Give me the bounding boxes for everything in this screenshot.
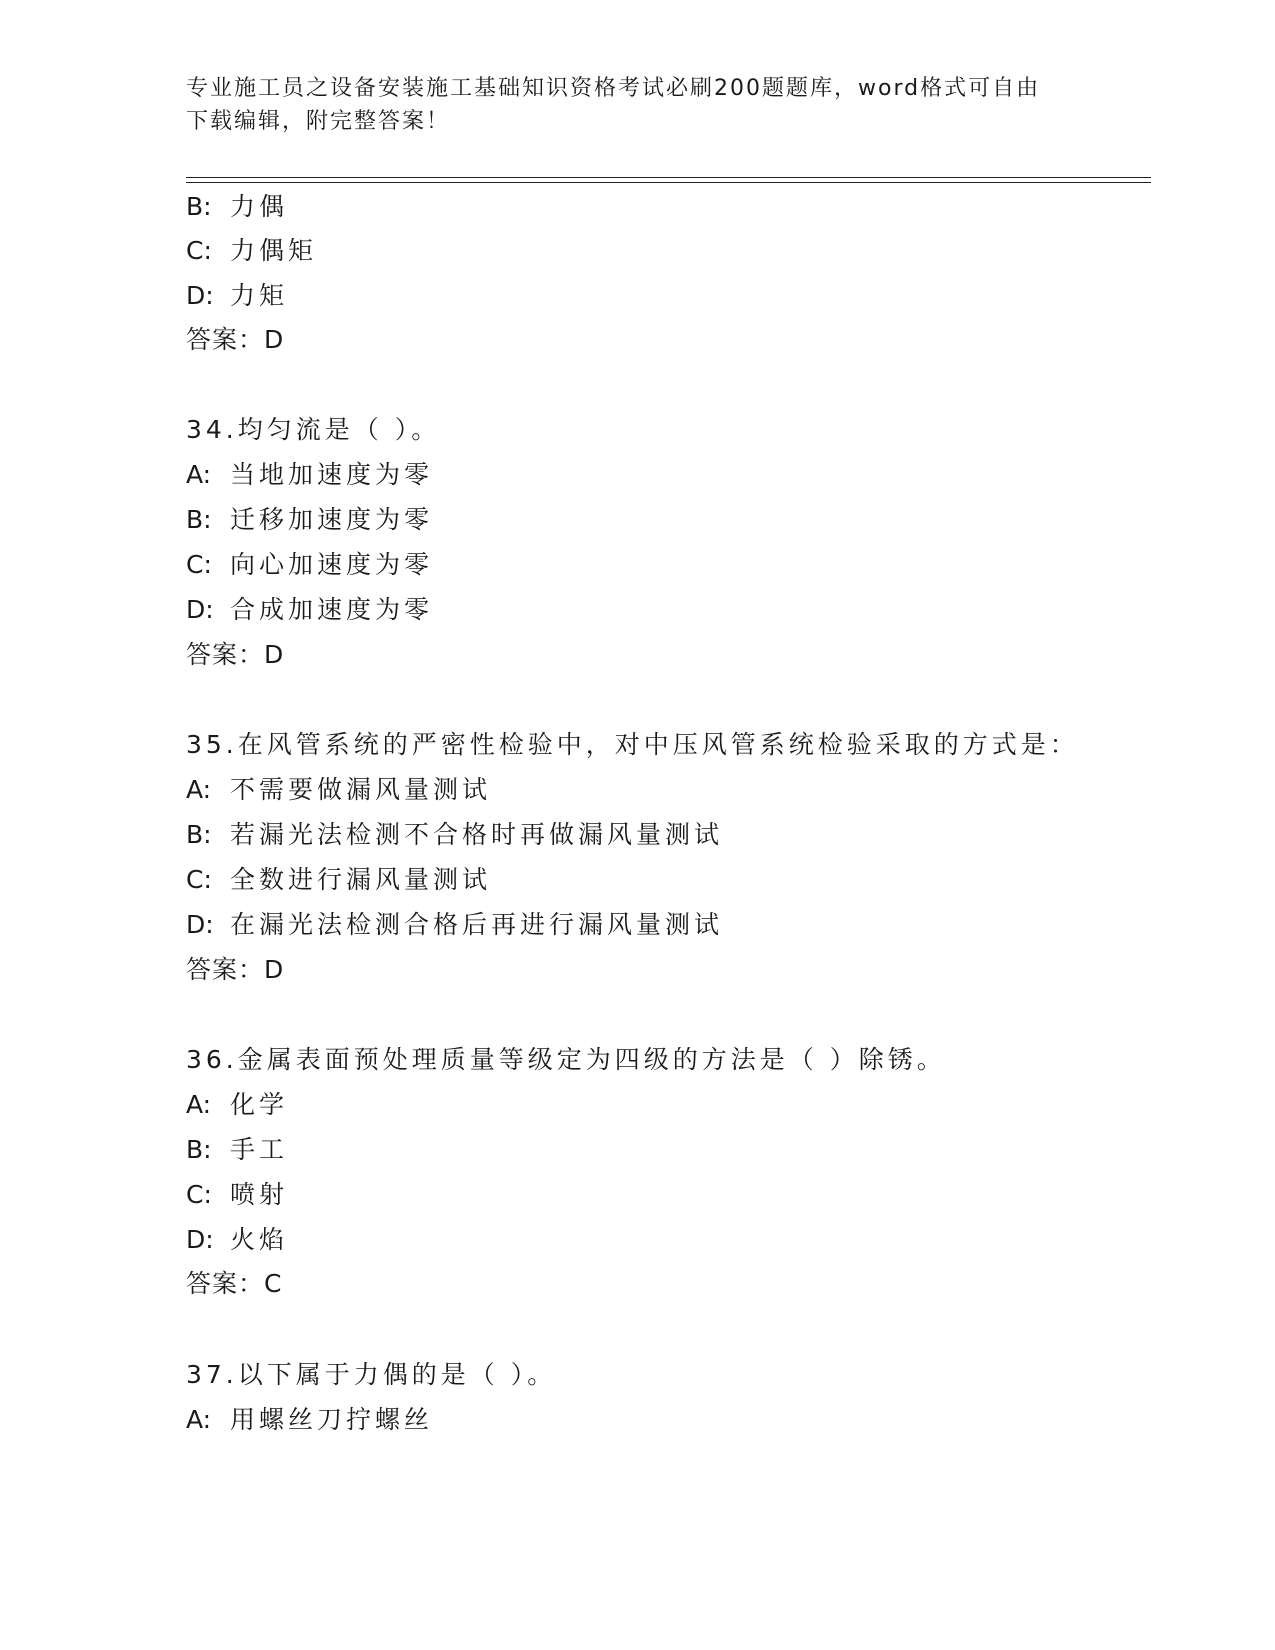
option-text: 火焰 — [230, 1225, 289, 1254]
option-label: B: — [186, 1135, 212, 1164]
option-text: 迁移加速度为零 — [230, 505, 434, 534]
option-text: 喷射 — [230, 1180, 289, 1209]
option-text: 若漏光法检测不合格时再做漏风量测试 — [230, 820, 724, 849]
q36-option-d — [186, 1223, 288, 1257]
option-label: C: — [186, 550, 212, 579]
option-label: C: — [186, 1180, 212, 1209]
option-text: 手工 — [230, 1135, 289, 1164]
option-label: B: — [186, 820, 212, 849]
q34-stem: 34.均匀流是（ ）。 — [186, 415, 441, 444]
q35-stem: 35.在风管系统的严密性检验中，对中压风管系统检验采取的方式是： — [186, 730, 1079, 759]
option-label: D: — [186, 595, 214, 624]
q33-option-b — [186, 190, 288, 224]
option-text: 化学 — [230, 1090, 289, 1119]
q37-option-a — [186, 1403, 433, 1437]
option-label: D: — [186, 1225, 214, 1254]
q35-option-b — [186, 818, 723, 852]
header-line-2: 下载编辑，附完整答案！ — [186, 109, 451, 134]
q34-option-c — [186, 548, 433, 582]
header-divider-bottom — [186, 182, 1151, 183]
option-label: D: — [186, 281, 214, 310]
option-label: C: — [186, 236, 212, 265]
option-text: 用螺丝刀拧螺丝 — [230, 1405, 434, 1434]
q37-stem: 37.以下属于力偶的是（ ）。 — [186, 1360, 557, 1389]
q35-option-a — [186, 773, 491, 807]
q36-option-c — [186, 1178, 288, 1212]
q36-option-a — [186, 1088, 288, 1122]
option-text: 不需要做漏风量测试 — [230, 775, 492, 804]
q35-option-c — [186, 863, 491, 897]
option-label: A: — [186, 1405, 212, 1434]
document-header — [186, 72, 1066, 138]
option-label: A: — [186, 1090, 212, 1119]
option-label: D: — [186, 910, 214, 939]
option-label: B: — [186, 192, 212, 221]
q36-answer: 答案：C — [186, 1269, 283, 1298]
q35-answer: 答案：D — [186, 955, 285, 984]
q34-option-a — [186, 458, 433, 492]
header-divider-top — [186, 177, 1151, 178]
option-text: 向心加速度为零 — [230, 550, 434, 579]
option-text: 力矩 — [230, 281, 289, 310]
header-line-1: 专业施工员之设备安装施工基础知识资格考试必刷200题题库，word格式可自由 — [186, 76, 1041, 101]
option-label: A: — [186, 775, 212, 804]
option-label: A: — [186, 460, 212, 489]
option-label: C: — [186, 865, 212, 894]
q34-option-d — [186, 593, 433, 627]
q35-option-d — [186, 908, 723, 942]
q33-option-d — [186, 279, 288, 313]
option-text: 力偶 — [230, 192, 289, 221]
q33-option-c — [186, 234, 317, 268]
q36-option-b — [186, 1133, 288, 1167]
option-text: 在漏光法检测合格后再进行漏风量测试 — [230, 910, 724, 939]
q36-stem: 36.金属表面预处理质量等级定为四级的方法是（ ）除锈。 — [186, 1045, 946, 1074]
option-label: B: — [186, 505, 212, 534]
option-text: 当地加速度为零 — [230, 460, 434, 489]
q33-answer: 答案：D — [186, 325, 285, 354]
q34-answer: 答案：D — [186, 640, 285, 669]
option-text: 全数进行漏风量测试 — [230, 865, 492, 894]
option-text: 力偶矩 — [230, 236, 318, 265]
q34-option-b — [186, 503, 433, 537]
option-text: 合成加速度为零 — [230, 595, 434, 624]
